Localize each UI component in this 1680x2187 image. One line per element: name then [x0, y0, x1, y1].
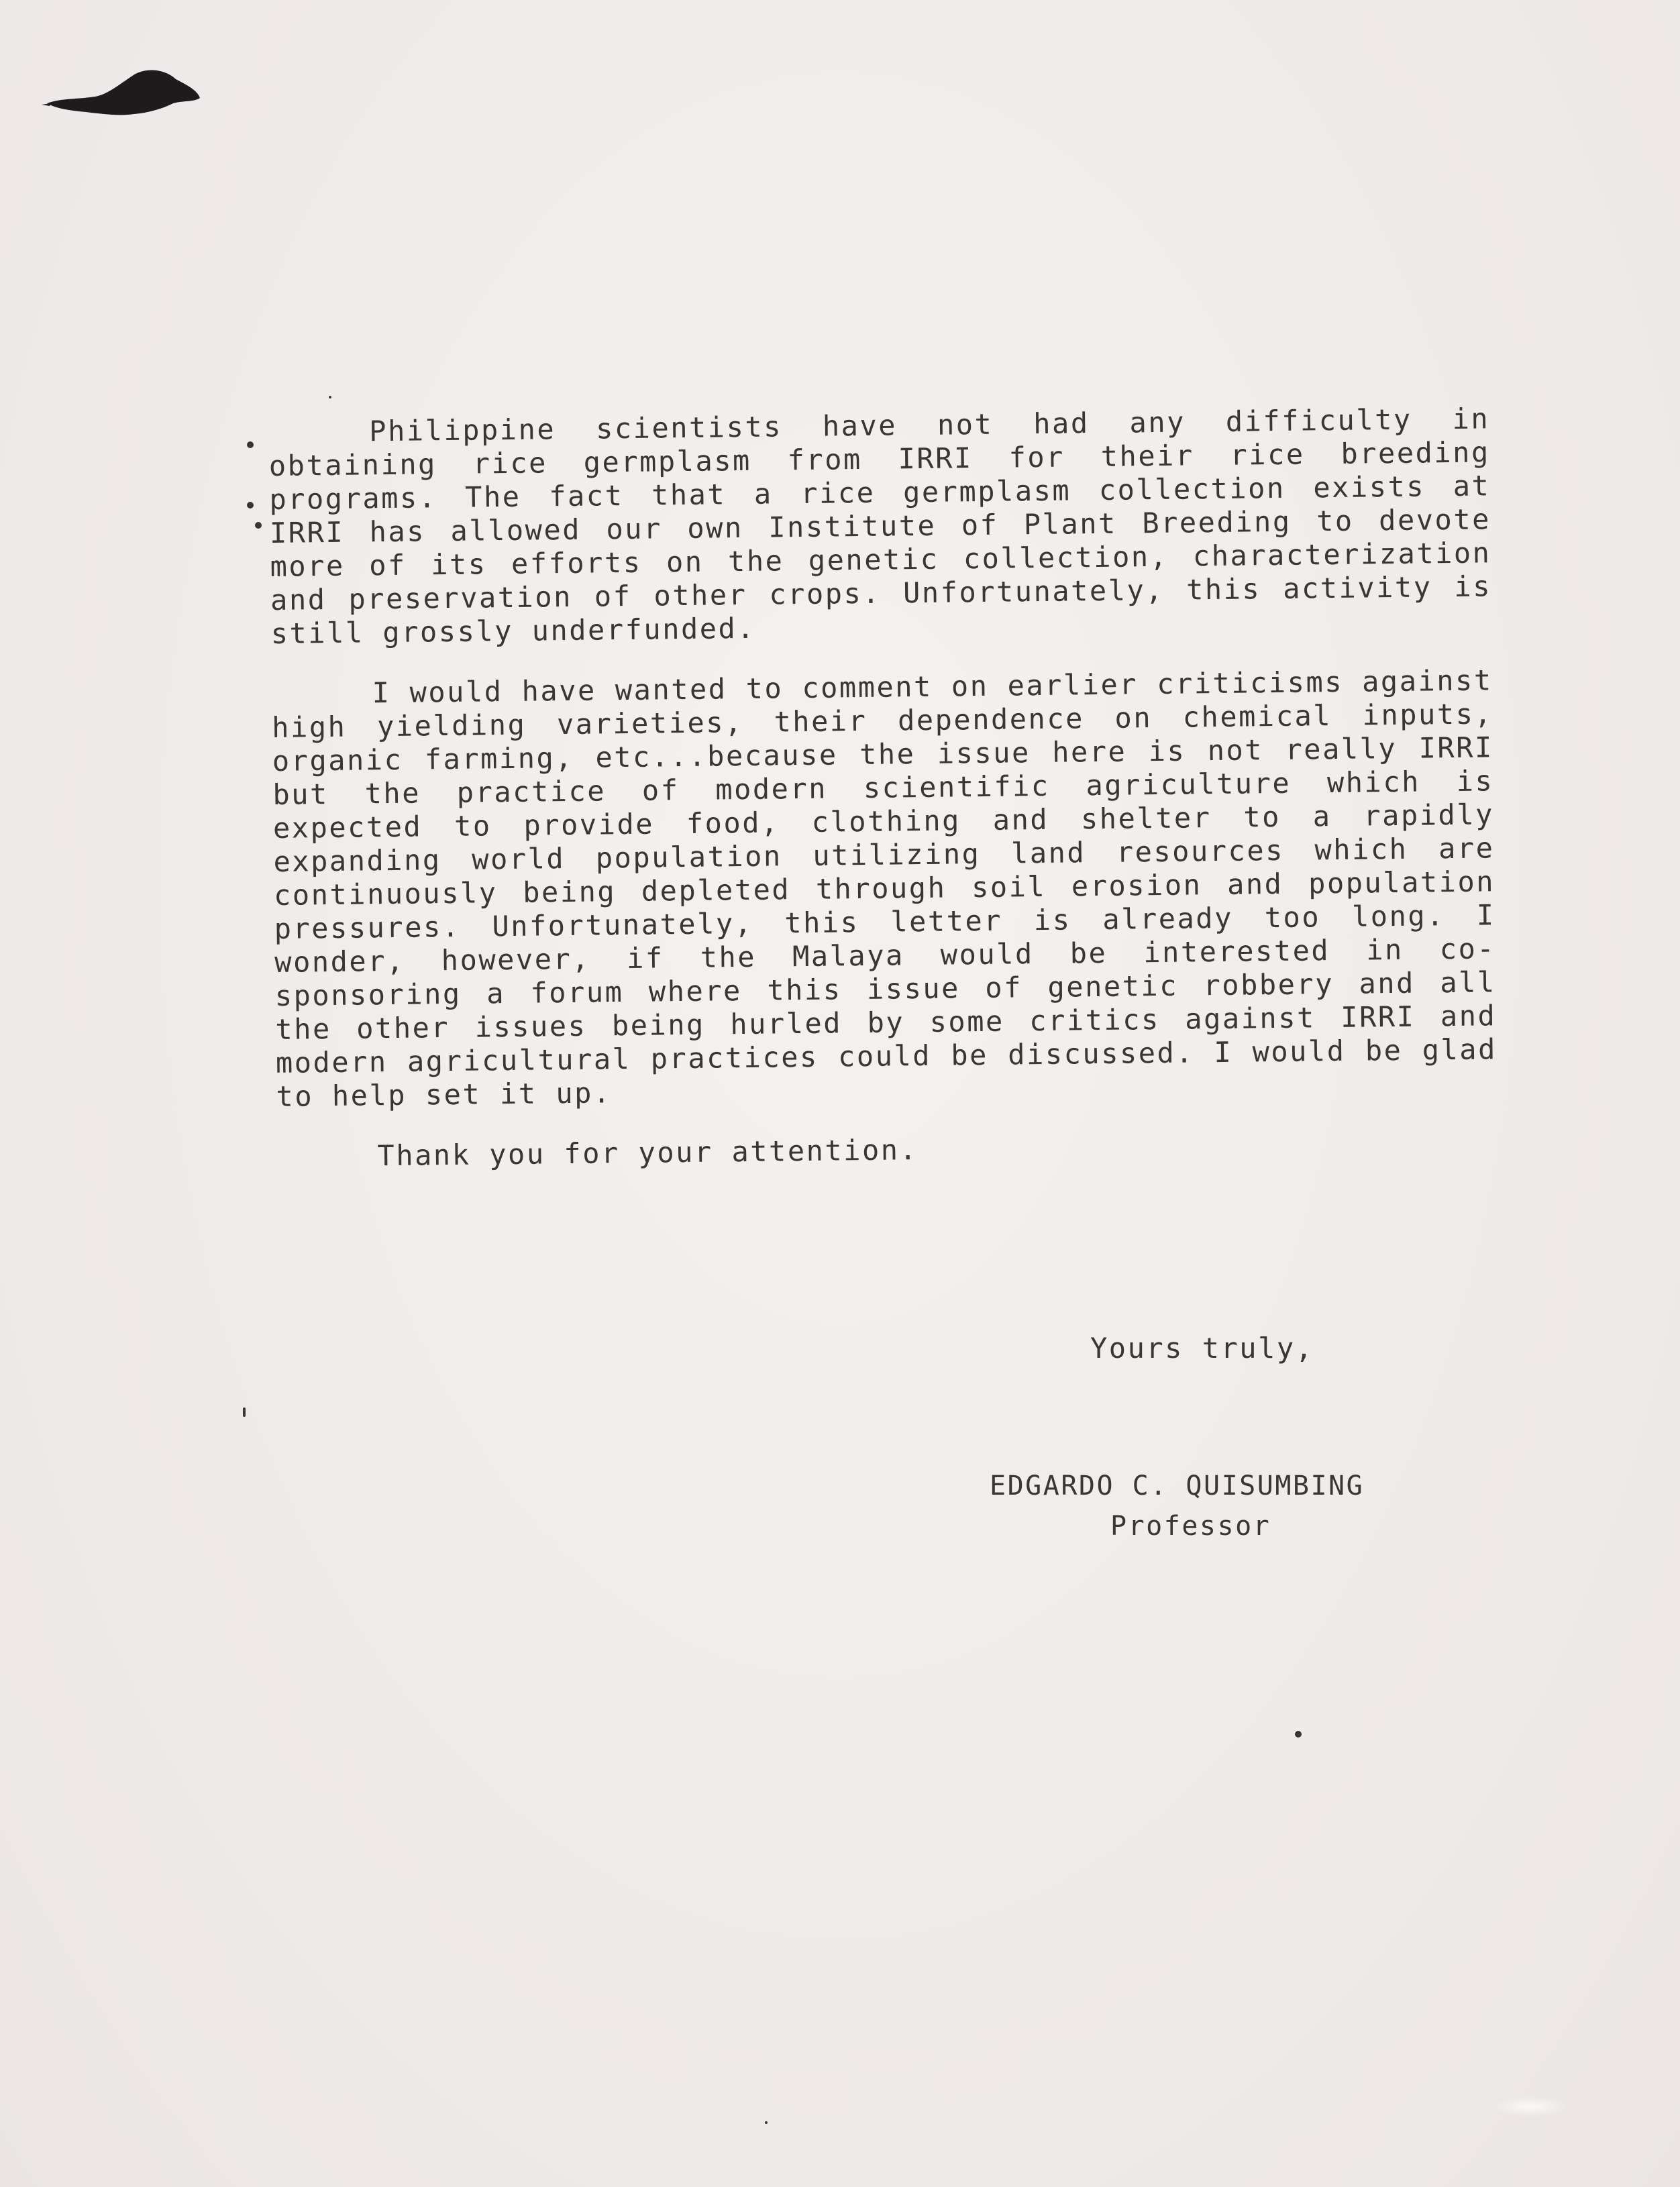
margin-dot [255, 522, 262, 529]
margin-dot [765, 2121, 768, 2124]
paragraph-thanks: Thank you for your attention. [377, 1133, 918, 1173]
paragraph-criticisms: I would have wanted to comment on earlier criticisms against high yielding varieties, their dependence on chemical inputs, organic farming, etc...because the issue here is not really IRRI but the practice of modern scientific agriculture which is expected to provide food, clothing and shelter to a rapidly expanding world population utilizing land resources which are continuously being depleted through soil erosion and population pressures. Unfortunately, this letter is already too long. I wonder, however, if the Malaya would be interested in co-sponsoring a forum where this issue of genetic robbery and all the other issues being hurled by some critics against IRRI and modern agricultural practices could be discussed. I would be glad to help set it up. [271, 663, 1498, 1113]
closing-salutation: Yours truly, [1090, 1332, 1314, 1365]
paragraph-germplasm: Philippine scientists have not had any difficulty in obtaining rice germplasm from IRRI for their rice breeding programs. The fact that a rice germplasm collection exists at IRRI has allowed our own Institute of Plant Breeding to devote more of its efforts on the genetic collection, characterization and preservation of other crops. Unfortunately, this activity is still grossly underfunded. [268, 402, 1492, 650]
margin-dot [1295, 1731, 1302, 1738]
paper-smudge [1489, 2096, 1570, 2117]
ink-blot-mark [42, 64, 203, 125]
margin-dot [247, 441, 254, 448]
margin-dot [247, 502, 254, 509]
letter-body [268, 402, 1498, 1201]
margin-dot [243, 1407, 246, 1417]
margin-dot [329, 396, 331, 398]
signer-title: Professor [1110, 1511, 1271, 1542]
signer-name: EDGARDO C. QUISUMBING [990, 1471, 1365, 1501]
signature-block [990, 1466, 1432, 1546]
